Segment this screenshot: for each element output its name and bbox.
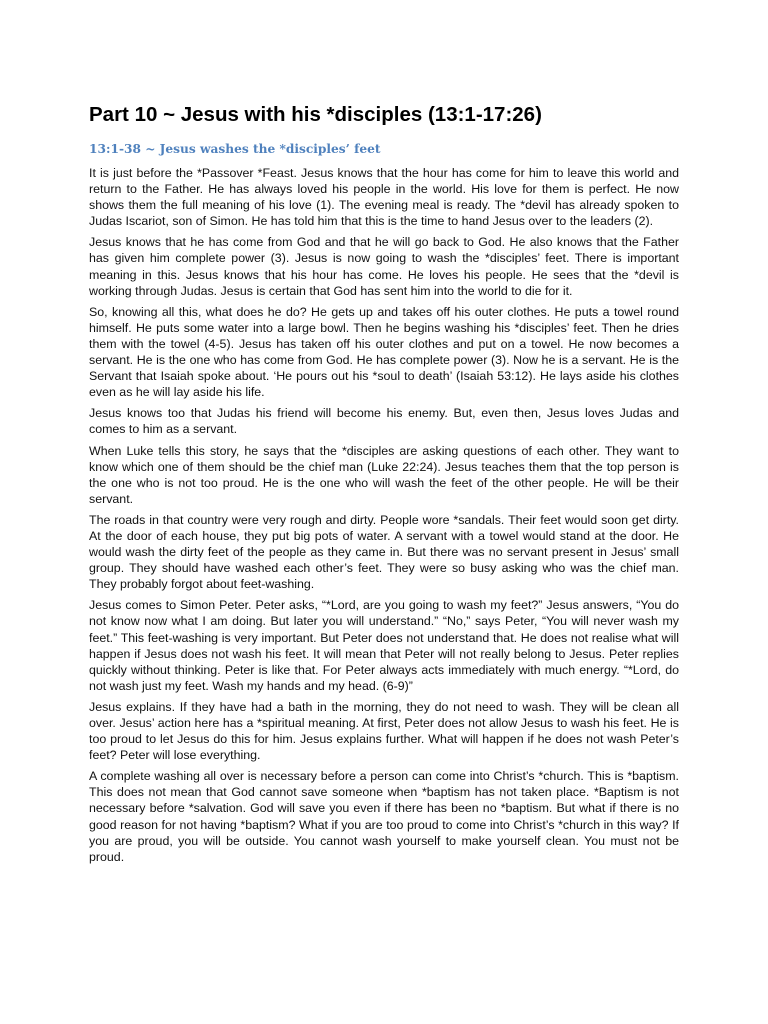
paragraph-1: It is just before the *Passover *Feast. Jesus knows that the hour has come for him to leave this world and return to the Father. He has always loved his people in the world. His love for them is perfect. He now shows them the full meaning of his love (1). The evening meal is ready. The *devil has already spoken to Judas Iscariot, son of Simon. He has told him that this is the time to hand Jesus over to the leaders (2).: [89, 166, 679, 229]
page-title: Part 10 ~ Jesus with his *disciples (13:1-17:26): [89, 103, 542, 126]
paragraph-2: Jesus knows that he has come from God and that he will go back to God. He also knows that the Father has given him complete power (3). Jesus is now going to wash the *disciples’ feet. There is important meaning in this. Jesus knows that his hour has come. He loves his people. He sees that the *devil is working through Judas. Jesus is certain that God has sent him into the world to die for it.: [89, 235, 679, 298]
paragraph-6: The roads in that country were very rough and dirty. People wore *sandals. Their feet would soon get dirty. At the door of each house, they put big pots of water. A servant with a towel would stand at the door. He would wash the dirty feet of the people as they came in. But there was no servant present in Jesus’ small group. They should have washed each other’s feet. They were so busy asking who was the chief man. They probably forgot about feet-washing.: [89, 512, 679, 592]
paragraph-5: When Luke tells this story, he says that the *disciples are asking questions of each other. They want to know which one of them should be the chief man (Luke 22:24). Jesus teaches them that the top person is the one who is not too proud. He is the one who will wash the feet of the other people. He will be their servant.: [89, 443, 679, 506]
paragraph-7: Jesus comes to Simon Peter. Peter asks, “*Lord, are you going to wash my feet?” Jesus answers, “You do not know now what I am doing. But later you will understand.” “No,” says Peter, “You will never wash my feet.” This feet-washing is very important. But Peter does not understand that. He does not realise what will happen if Jesus does not wash his feet. It will mean that Peter will not really belong to Jesus. Peter replies quickly without thinking. Peter is like that. For Peter always acts immediately with much energy. “*Lord, do not wash just my feet. Wash my hands and my head. (6-9)”: [89, 598, 679, 693]
paragraph-3: So, knowing all this, what does he do? He gets up and takes off his outer clothes. He puts a towel round himself. He puts some water into a large bowl. Then he begins washing his *disciples’ feet. Then he dries them with the towel (4-5). Jesus has taken off his outer clothes and put on a towel. He now becomes a servant. He is the one who has come from God. He has complete power (3). Now he is a servant. He is the Servant that Isaiah spoke about. ‘He pours out his *soul to death’ (Isaiah 53:12). He lays aside his clothes even as he will lay aside his life.: [89, 304, 679, 400]
paragraph-9: A complete washing all over is necessary before a person can come into Christ’s *church. This is *baptism. This does not mean that God cannot save someone when *baptism has not taken place. *Baptism is not necessary before *salvation. God will save you even if there has been no *baptism. But what if there is no good reason for not having *baptism? What if you are too proud to come into Christ’s *church in this way? If you are proud, you will be outside. You cannot wash yourself to make yourself clean. You must not be proud.: [89, 769, 679, 864]
paragraph-4: Jesus knows too that Judas his friend will become his enemy. But, even then, Jesus loves Judas and comes to him as a servant.: [89, 406, 679, 437]
paragraph-8: Jesus explains. If they have had a bath in the morning, they do not need to wash. They will be clean all over. Jesus’ action here has a *spiritual meaning. At first, Peter does not allow Jesus to wash his feet. He is too proud to let Jesus do this for him. Jesus explains further. What will happen if he does not wash Peter’s feet? Peter will lose everything.: [89, 699, 679, 763]
document-page: [89, 100, 679, 870]
section-heading: 13:1-38 ~ Jesus washes the *disciples’ feet: [89, 142, 381, 156]
